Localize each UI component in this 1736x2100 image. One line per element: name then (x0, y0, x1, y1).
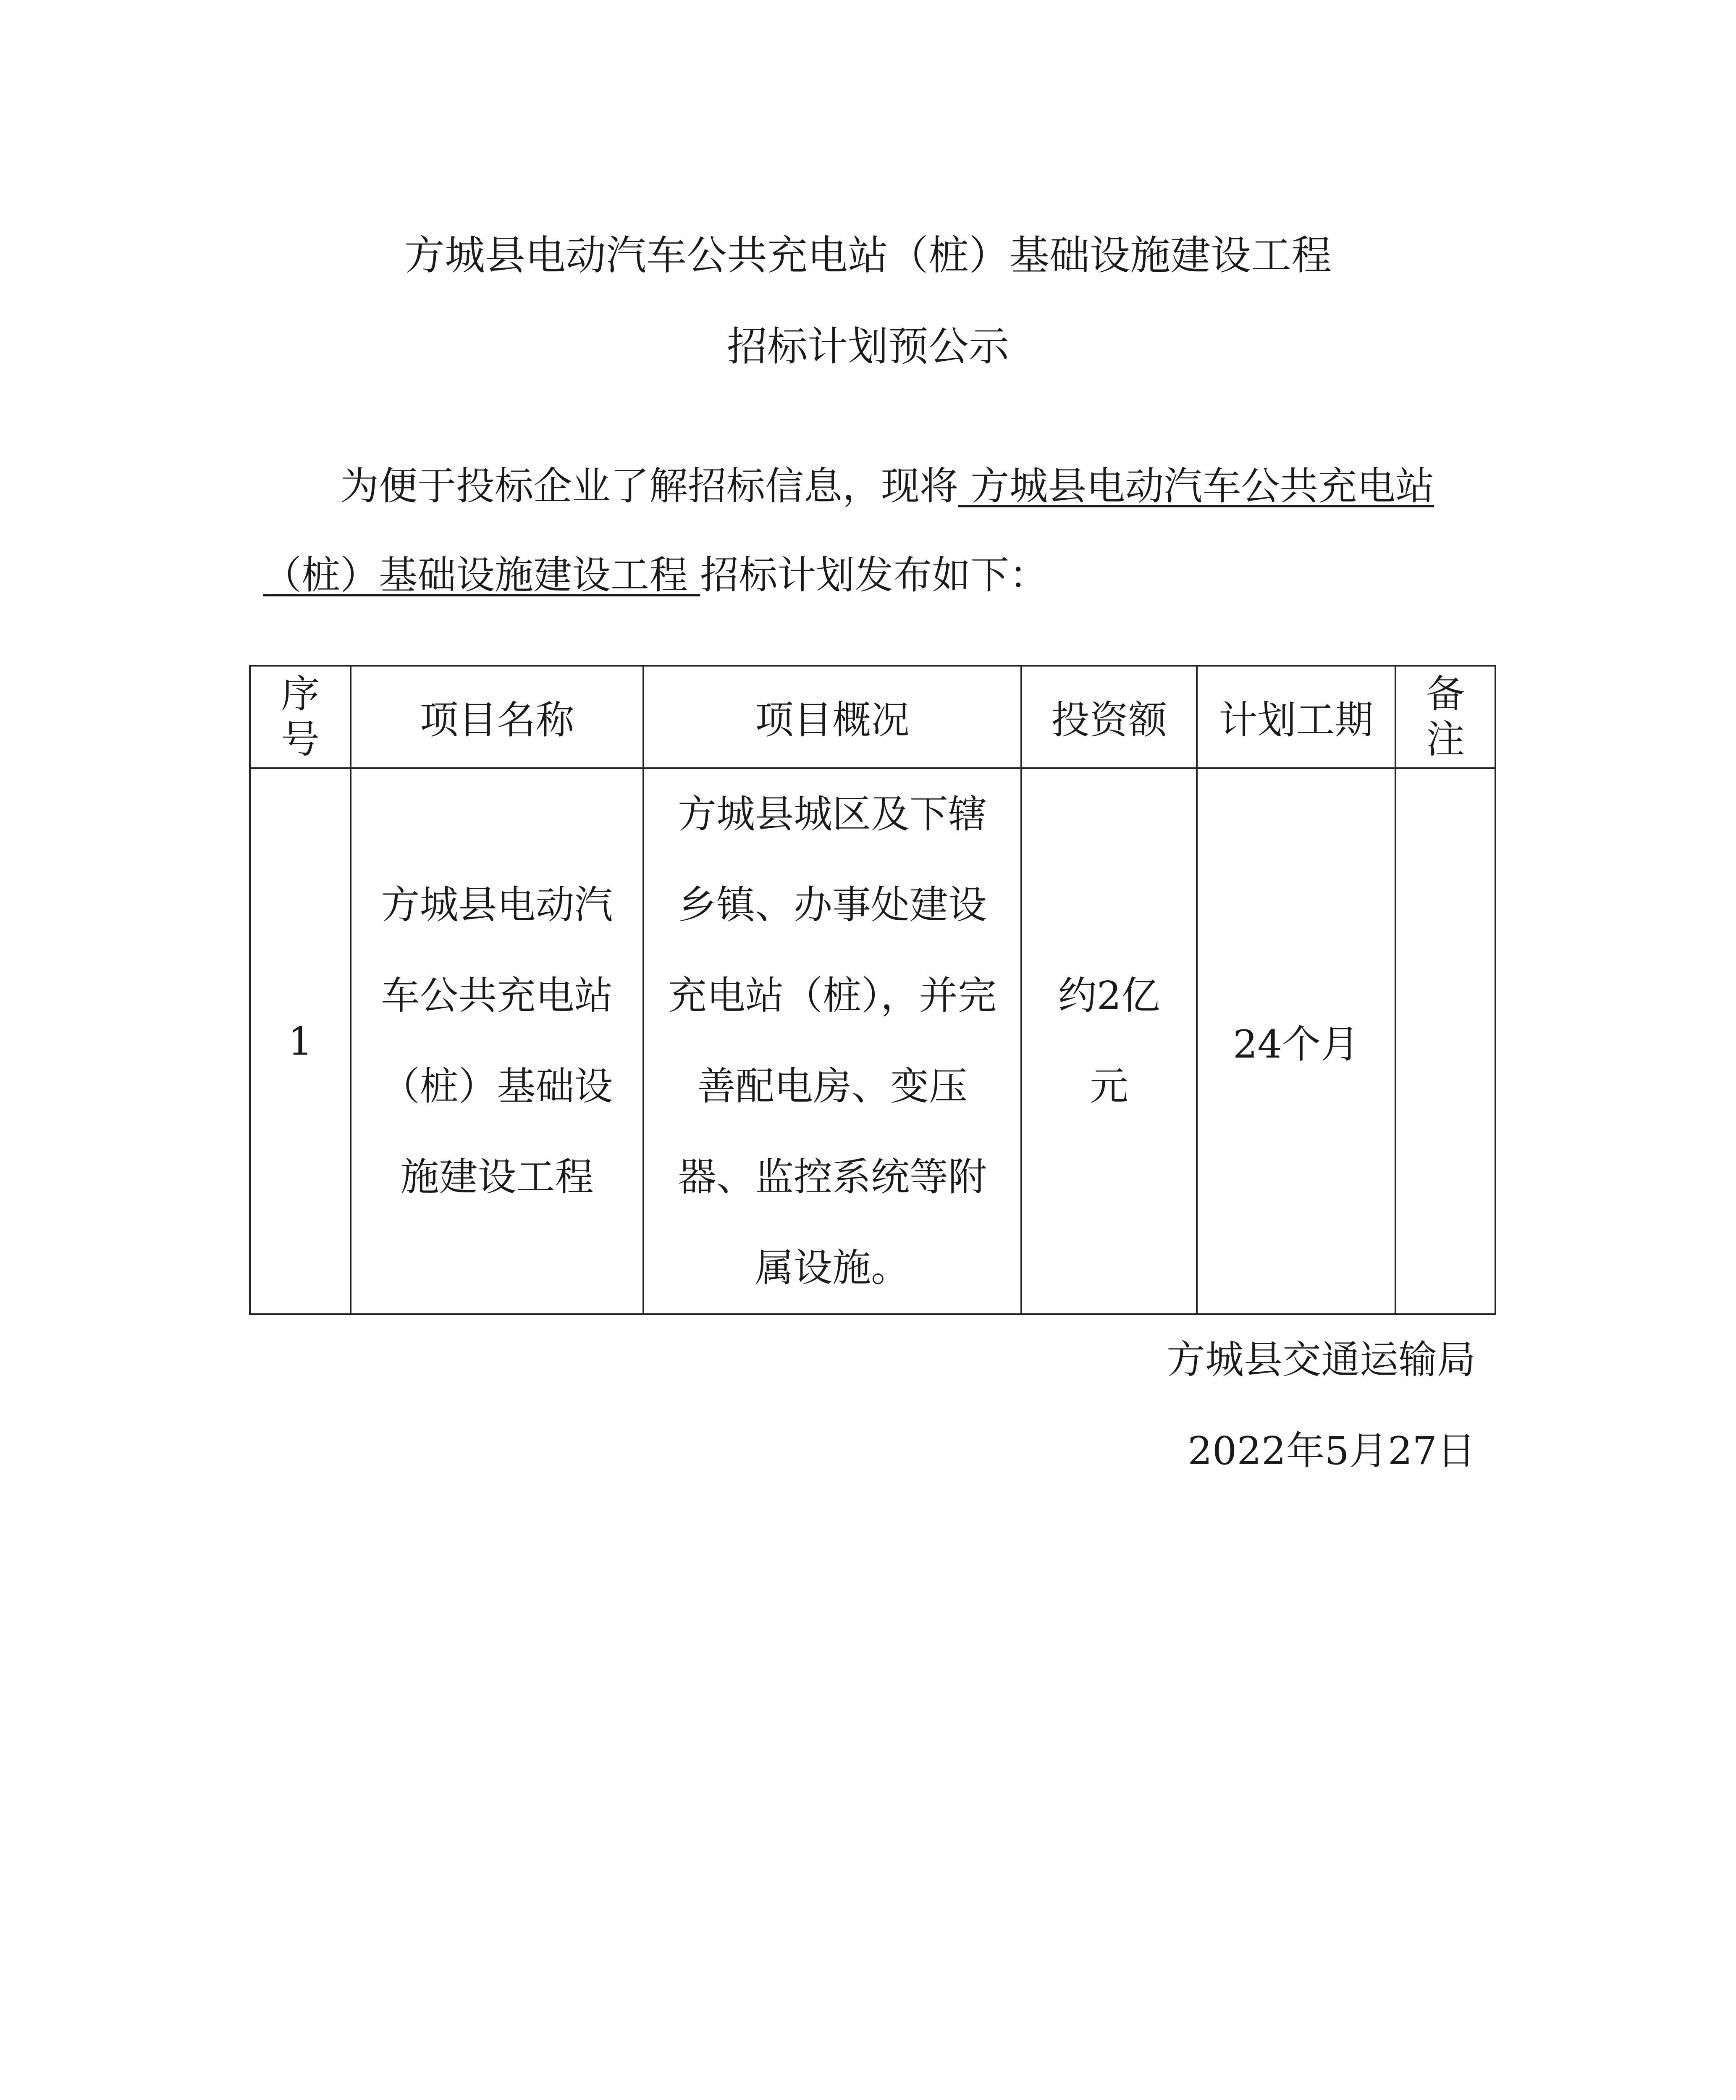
cell-remark (1395, 768, 1495, 1314)
intro-prefix: 为便于投标企业了解招标信息，现将 (340, 464, 959, 509)
header-investment: 投资额 (1021, 666, 1197, 768)
cell-period: 24个月 (1197, 768, 1395, 1314)
header-remark: 备注 (1395, 666, 1495, 768)
cell-overview: 方城县城区及下辖乡镇、办事处建设充电站（桩），并完善配电房、变压器、监控系统等附属设施。 (643, 768, 1021, 1314)
header-overview: 项目概况 (643, 666, 1021, 768)
issue-date: 2022年5月27日 (1188, 1428, 1476, 1473)
intro-paragraph (263, 442, 1481, 620)
issuing-organization: 方城县交通运输局 (1166, 1337, 1476, 1382)
header-seq: 序号 (250, 666, 351, 768)
header-period: 计划工期 (1197, 666, 1395, 768)
document-subtitle: 招标计划预公示 (727, 323, 1009, 370)
cell-seq: 1 (250, 768, 351, 1314)
intro-suffix: 招标计划发布如下： (700, 553, 1048, 598)
tender-plan-table (249, 665, 1496, 1315)
intro-project-name: 方城县电动汽车公共充电站（桩）基础设施建设工程 (263, 464, 1434, 598)
cell-investment: 约2亿元 (1021, 768, 1197, 1314)
cell-name: 方城县电动汽车公共充电站（桩）基础设施建设工程 (351, 768, 643, 1314)
document-title: 方城县电动汽车公共充电站（桩）基础设施建设工程 (404, 232, 1332, 279)
table-row (250, 768, 1495, 1314)
header-name: 项目名称 (351, 666, 643, 768)
table-header-row (250, 666, 1495, 768)
